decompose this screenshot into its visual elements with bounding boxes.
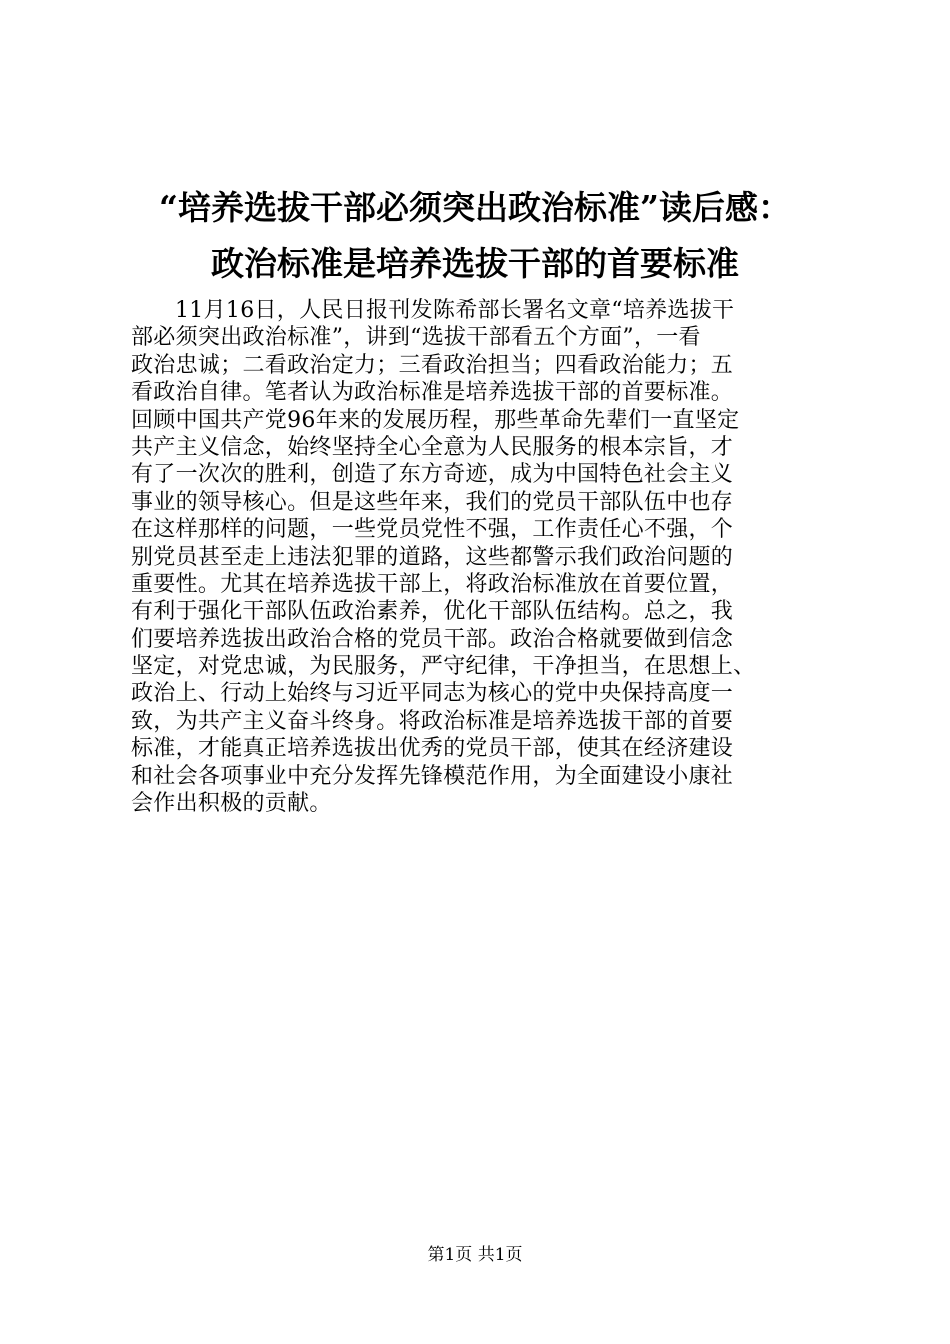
body-line: 看政治自律。笔者认为政治标准是培养选拔干部的首要标准。 [131, 380, 734, 406]
body-line: 11月16日，人民日报刊发陈希部长署名文章“培养选拔干 [175, 298, 735, 323]
body-line: 标准，才能真正培养选拔出优秀的党员干部，使其在经济建设 [131, 736, 734, 762]
document-title-line-2: 政治标准是培养选拔干部的首要标准 [211, 244, 739, 283]
body-line: 们要培养选拔出政治合格的党员干部。政治合格就要做到信念 [131, 626, 734, 652]
body-line: 坚定，对党忠诚，为民服务，严守纪律，干净担当，在思想上、 [131, 654, 756, 680]
body-line: 会作出积极的贡献。 [131, 791, 332, 817]
body-line: 政治忠诚；二看政治定力；三看政治担当；四看政治能力；五 [131, 352, 734, 378]
body-line: 事业的领导核心。但是这些年来，我们的党员干部队伍中也存 [131, 489, 734, 515]
body-line: 共产主义信念，始终坚持全心全意为人民服务的根本宗旨，才 [131, 434, 734, 460]
body-line: 有了一次次的胜利，创造了东方奇迹，成为中国特色社会主义 [131, 462, 734, 488]
body-line: 重要性。尤其在培养选拔干部上，将政治标准放在首要位置， [131, 571, 734, 597]
page-number-footer: 第1页 共1页 [427, 1245, 523, 1265]
document-body [131, 297, 831, 817]
body-line: 有利于强化干部队伍政治素养，优化干部队伍结构。总之，我 [131, 599, 734, 625]
body-line: 在这样那样的问题，一些党员党性不强，工作责任心不强，个 [131, 517, 734, 543]
body-line: 回顾中国共产党96年来的发展历程，那些革命先辈们一直坚定 [131, 407, 740, 433]
body-line: 部必须突出政治标准”，讲到“选拔干部看五个方面”，一看 [131, 325, 701, 351]
body-line: 政治上、行动上始终与习近平同志为核心的党中央保持高度一 [131, 681, 734, 707]
body-line: 致，为共产主义奋斗终身。将政治标准是培养选拔干部的首要 [131, 708, 734, 734]
body-line: 别党员甚至走上违法犯罪的道路，这些都警示我们政治问题的 [131, 544, 734, 570]
document-title-line-1: “培养选拔干部必须突出政治标准”读后感： [159, 188, 791, 227]
body-line: 和社会各项事业中充分发挥先锋模范作用，为全面建设小康社 [131, 763, 734, 789]
